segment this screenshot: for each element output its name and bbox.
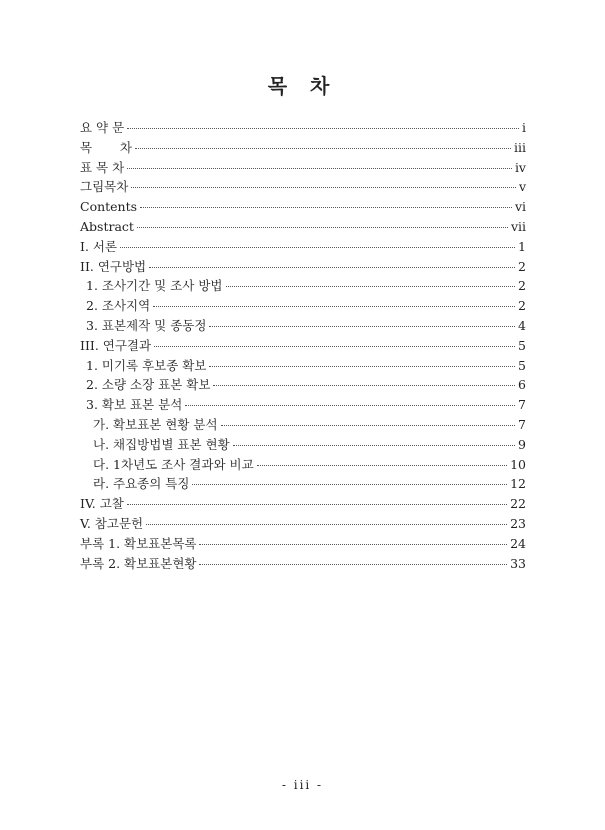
toc-entry-page: iv <box>514 159 526 175</box>
toc-entry-page: i <box>522 120 526 135</box>
toc-dot-leader <box>226 286 516 287</box>
toc-entry <box>80 197 526 217</box>
toc-entry <box>80 435 526 455</box>
toc-entry <box>80 534 526 554</box>
toc-dot-leader <box>154 346 515 347</box>
toc-entry-label: 다. 1차년도 조사 결과와 비교 <box>93 456 254 472</box>
toc-entry <box>80 257 526 277</box>
toc-entry-page: 33 <box>510 555 526 571</box>
toc-dot-leader <box>185 405 515 406</box>
toc-entry-page: 5 <box>518 357 526 373</box>
toc-entry-label: IV. 고찰 <box>80 496 124 512</box>
toc-entry-page: vii <box>510 218 526 234</box>
toc-dot-leader <box>140 207 512 208</box>
toc-dot-leader <box>257 465 507 466</box>
toc-entry-page: 24 <box>510 535 526 551</box>
toc-entry <box>80 554 526 574</box>
toc-dot-leader <box>192 484 507 485</box>
toc-entry-label: 부록 1. 확보표본목록 <box>80 535 197 551</box>
toc-dot-leader <box>146 524 507 525</box>
toc-dot-leader <box>209 326 515 327</box>
toc-entry <box>80 296 526 316</box>
toc-entry-page: 10 <box>510 456 526 472</box>
toc-entry-label: 3. 확보 표본 분석 <box>86 397 183 413</box>
toc-dot-leader <box>127 504 507 505</box>
toc-dot-leader <box>213 385 515 386</box>
toc-entry-page: vi <box>514 199 526 215</box>
toc-entry <box>80 474 526 494</box>
toc-entry-page: 2 <box>518 258 526 274</box>
toc-dot-leader <box>233 445 515 446</box>
toc-entry <box>80 356 526 376</box>
page-title: 목 차 <box>267 74 338 98</box>
toc-dot-leader <box>199 544 507 545</box>
toc-dot-leader <box>153 306 515 307</box>
toc-entry <box>80 455 526 475</box>
toc-entry-page: 6 <box>518 377 526 393</box>
toc-entry-label: 2. 조사지역 <box>86 298 151 314</box>
toc-dot-leader <box>135 148 511 149</box>
toc-entry-label: 1. 조사기간 및 조사 방법 <box>86 278 223 294</box>
toc-entry-label: 나. 채집방법별 표본 현황 <box>93 436 230 452</box>
toc-entry <box>80 158 526 178</box>
toc-entry <box>80 514 526 534</box>
toc-entry-page: 12 <box>510 476 526 492</box>
toc-entry <box>80 237 526 257</box>
toc-entry-label: 1. 미기록 후보종 확보 <box>86 357 207 373</box>
toc-entry-page: 4 <box>518 317 526 333</box>
toc-entry-page: 1 <box>518 238 526 254</box>
toc-entry-label: V. 참고문헌 <box>80 515 144 531</box>
toc-entry-label: 라. 주요종의 특징 <box>93 476 190 492</box>
toc-entry <box>80 494 526 514</box>
toc-dot-leader <box>221 425 515 426</box>
toc-entry-page: 2 <box>518 278 526 294</box>
toc-entry <box>80 276 526 296</box>
toc-entry <box>80 118 526 138</box>
toc-entry-page: 7 <box>518 416 526 432</box>
toc-entry-page: 9 <box>518 436 526 452</box>
toc-entry-label: III. 연구결과 <box>80 337 152 353</box>
toc-entry-label: 그림목차 <box>80 179 129 195</box>
toc-dot-leader <box>127 128 519 129</box>
toc-dot-leader <box>131 187 516 188</box>
toc-dot-leader <box>120 247 515 248</box>
toc-entry <box>80 177 526 197</box>
page-number: - iii - <box>281 778 324 792</box>
toc-entry <box>80 375 526 395</box>
toc-entry <box>80 217 526 237</box>
toc-entry-label: 요 약 문 <box>80 120 125 135</box>
toc-entry-label: II. 연구방법 <box>80 258 147 274</box>
toc-dot-leader <box>149 267 515 268</box>
toc-entry <box>80 138 526 158</box>
toc-entry-page: 2 <box>518 298 526 314</box>
toc-entry <box>80 316 526 336</box>
toc-entry-page: iii <box>514 139 526 155</box>
toc-entry-label: 가. 확보표본 현황 분석 <box>93 416 218 432</box>
toc-entry-label: Abstract <box>80 218 134 234</box>
toc-entry <box>80 395 526 415</box>
toc-entry <box>80 415 526 435</box>
toc-entry-label: I. 서론 <box>80 238 118 254</box>
toc-entry-label: 부록 2. 확보표본현황 <box>80 555 197 571</box>
toc-dot-leader <box>127 168 512 169</box>
toc-entry <box>80 336 526 356</box>
toc-entry-page: v <box>518 179 526 195</box>
toc-entry-page: 7 <box>518 397 526 413</box>
toc-entry-label: 표 목 차 <box>80 159 125 175</box>
toc-dot-leader <box>209 366 515 367</box>
toc-entry-label: Contents <box>80 199 138 215</box>
toc-entry-page: 5 <box>518 337 526 353</box>
toc-dot-leader <box>137 227 508 228</box>
toc-dot-leader <box>199 564 507 565</box>
toc-entry-page: 23 <box>510 515 526 531</box>
toc-entry-label: 2. 소량 소장 표본 확보 <box>86 377 211 393</box>
table-of-contents <box>80 118 526 573</box>
toc-entry-label: 목 차 <box>80 139 132 155</box>
toc-entry-label: 3. 표본제작 및 종동정 <box>86 317 207 333</box>
toc-entry-page: 22 <box>510 496 526 512</box>
